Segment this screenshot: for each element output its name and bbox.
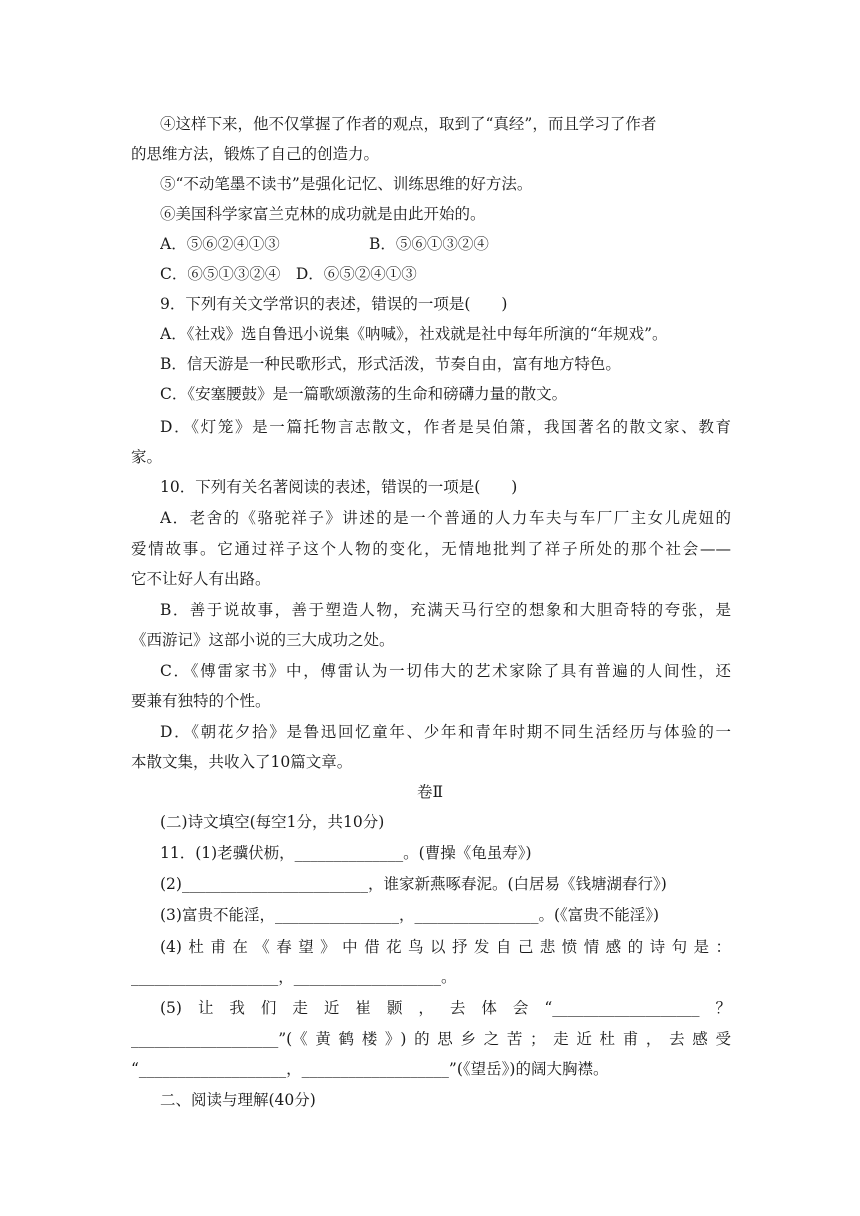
text-line: D．《朝花夕拾》是鲁迅回忆童年、少年和青年时期不同生活经历与体验的一 xyxy=(160,723,731,741)
text-line: C．《傅雷家书》中，傅雷认为一切伟大的艺术家除了具有普遍的人间性，还 xyxy=(160,662,731,680)
text-line: ___________________”(《黄鹤楼》)的思乡之苦；走近杜甫，去感受 xyxy=(131,1030,731,1048)
option-a: A．⑤⑥②④①③ xyxy=(160,235,280,253)
text-line: ___________________，___________________。 xyxy=(131,968,457,986)
text-line: 它不让好人有出路。 xyxy=(131,570,271,588)
text-line: D．《灯笼》是一篇托物言志散文，作者是吴伯箫，我国著名的散文家、教育 xyxy=(160,418,731,436)
text-line: (5)让我们走近崔颢，去体会“___________________？ xyxy=(160,999,731,1017)
text-line: C．《安塞腰鼓》是一篇歌颂激荡的生命和磅礴力量的散文。 xyxy=(160,385,568,403)
question-9: 9．下列有关文学常识的表述，错误的一项是( ) xyxy=(160,295,508,313)
text-line: 的思维方法，锻炼了自己的创造力。 xyxy=(131,145,380,163)
section-title: 二、阅读与理解(40分) xyxy=(160,1091,316,1109)
text-line: A．老舍的《骆驼祥子》讲述的是一个普通的人力车夫与车厂厂主女儿虎妞的 xyxy=(160,509,731,527)
text-line: (2)________________________，谁家新燕啄春泥。(白居易《钱塘湖春行》) xyxy=(160,875,667,893)
question-11: 11．(1)老骥伏枥，______________。(曹操《龟虽寿》) xyxy=(160,844,532,862)
text-line: 要兼有独特的个性。 xyxy=(131,692,271,710)
text-line: ⑥美国科学家富兰克林的成功就是由此开始的。 xyxy=(160,205,486,223)
text-line: B．信天游是一种民歌形式，形式活泼，节奏自由，富有地方特色。 xyxy=(160,355,621,373)
option-b: B．⑤⑥①③②④ xyxy=(369,235,489,253)
text-line: “___________________，___________________”(《望岳》)的阔大胸襟。 xyxy=(131,1060,609,1078)
text-line: 爱情故事。它通过祥子这个人物的变化，无情地批判了祥子所处的那个社会—— xyxy=(131,540,731,558)
text-line: A．《社戏》选自鲁迅小说集《呐喊》，社戏就是社中每年所演的“年规戏”。 xyxy=(160,325,668,343)
text-line: (4)杜甫在《春望》中借花鸟以抒发自己悲愤情感的诗句是： xyxy=(160,938,731,956)
text-line: 《西游记》这部小说的三大成功之处。 xyxy=(131,631,395,649)
text-line: (3)富贵不能淫，________________，________________。(《富贵不能淫》) xyxy=(160,906,660,924)
text-line: ⑤“不动笔墨不读书”是强化记忆、训练思维的好方法。 xyxy=(160,175,533,193)
question-10: 10．下列有关名著阅读的表述，错误的一项是( ) xyxy=(160,478,518,496)
section-title: (二)诗文填空(每空1分，共10分) xyxy=(160,813,385,831)
text-line: 家。 xyxy=(131,448,163,466)
options-row xyxy=(160,234,731,254)
text-line: C．⑥⑤①③②④ D．⑥⑤②④①③ xyxy=(160,265,417,283)
text-line: ④这样下来，他不仅掌握了作者的观点，取到了“真经”，而且学习了作者 xyxy=(160,115,657,133)
text-line: B．善于说故事，善于塑造人物，充满天马行空的想象和大胆奇特的夸张，是 xyxy=(160,601,731,619)
section-heading: 卷Ⅱ xyxy=(416,783,444,801)
text-line: 本散文集，共收入了10篇文章。 xyxy=(131,753,353,771)
